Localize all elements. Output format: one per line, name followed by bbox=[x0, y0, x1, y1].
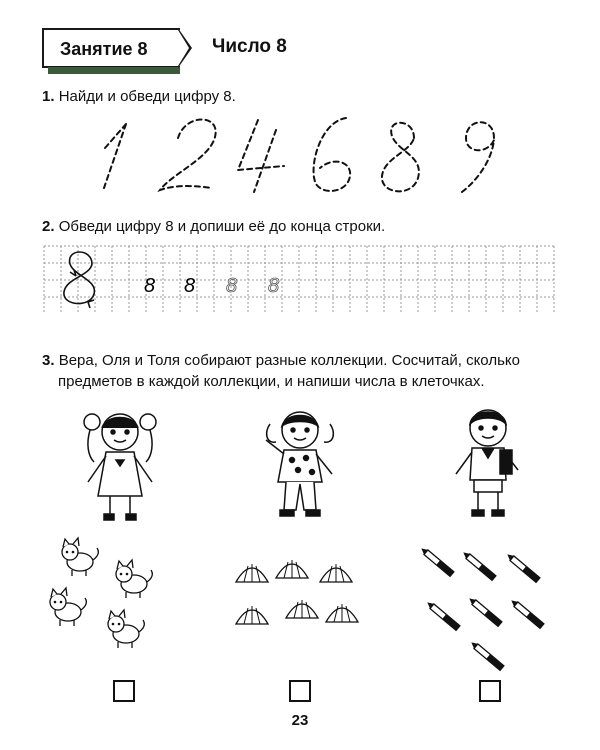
model-digit-8 bbox=[64, 252, 95, 304]
answer-box-cats[interactable] bbox=[113, 680, 135, 702]
seashell-icon bbox=[236, 564, 268, 582]
collections-area bbox=[0, 540, 600, 670]
dotted-digit-8[interactable] bbox=[382, 123, 419, 192]
cat-icon bbox=[50, 588, 86, 626]
answer-box-pens[interactable] bbox=[479, 680, 501, 702]
lesson-tab-stripe bbox=[48, 67, 180, 74]
pen-icon bbox=[425, 600, 459, 630]
cat-icon bbox=[62, 538, 98, 576]
solid-digit-8-2: 8 bbox=[184, 275, 196, 297]
task-3-instruction bbox=[42, 350, 520, 392]
pen-icon bbox=[461, 550, 495, 580]
answer-box-shells[interactable] bbox=[289, 680, 311, 702]
dotted-digit-6[interactable] bbox=[314, 118, 351, 191]
girl-with-pigtails-illustration bbox=[70, 404, 170, 524]
task-1-instruction bbox=[42, 86, 236, 107]
seashell-icon bbox=[320, 564, 352, 582]
page-number: 23 bbox=[291, 712, 309, 729]
seashell-icon bbox=[286, 600, 318, 618]
copy-grid[interactable] bbox=[44, 246, 554, 312]
lesson-label: Занятие 8 bbox=[60, 39, 148, 59]
seashell-icon bbox=[236, 606, 268, 624]
topic-title: Число 8 bbox=[212, 36, 287, 57]
pen-icon bbox=[509, 598, 543, 628]
pen-icon bbox=[467, 596, 501, 626]
dotted-digit-2[interactable] bbox=[160, 119, 216, 190]
dotted-digits-row bbox=[0, 108, 600, 218]
dotted-digit-1[interactable] bbox=[104, 124, 126, 188]
seashell-icon bbox=[326, 604, 358, 622]
girl-with-shells-illustration bbox=[250, 404, 350, 524]
task-3-text-line1: Вера, Оля и Толя собирают разные коллекции. Сосчитай, сколько bbox=[58, 352, 520, 369]
task-2-instruction bbox=[42, 216, 385, 237]
task-2-number: 2. bbox=[42, 218, 55, 235]
pen-icon bbox=[469, 640, 503, 670]
faint-digit-8-2: 8 bbox=[268, 275, 280, 297]
solid-digit-8-1: 8 bbox=[144, 275, 156, 297]
faint-digit-8-1: 8 bbox=[226, 275, 238, 297]
boy-with-pens-illustration bbox=[438, 404, 538, 524]
task-2-text: Обведи цифру 8 и допиши её до конца строки. bbox=[58, 218, 386, 235]
dotted-digit-9[interactable] bbox=[462, 122, 494, 192]
task-3-number: 3. bbox=[42, 352, 55, 369]
lesson-tab bbox=[42, 28, 180, 68]
task-3-text-line2: предметов в каждой коллекции, и напиши числа в клеточках. bbox=[58, 373, 485, 390]
pen-icon bbox=[419, 546, 453, 576]
lesson-tab-arrow-fill bbox=[178, 30, 189, 66]
trace-start-arrow bbox=[70, 270, 76, 276]
trace-end-arrow bbox=[88, 300, 94, 308]
task-1-text: Найди и обведи цифру 8. bbox=[58, 88, 236, 105]
task-1-number: 1. bbox=[42, 88, 55, 105]
pen-icon bbox=[505, 552, 539, 582]
cat-icon bbox=[108, 610, 144, 648]
dotted-digit-4[interactable] bbox=[238, 120, 284, 192]
cat-icon bbox=[116, 560, 152, 598]
seashell-icon bbox=[276, 560, 308, 578]
